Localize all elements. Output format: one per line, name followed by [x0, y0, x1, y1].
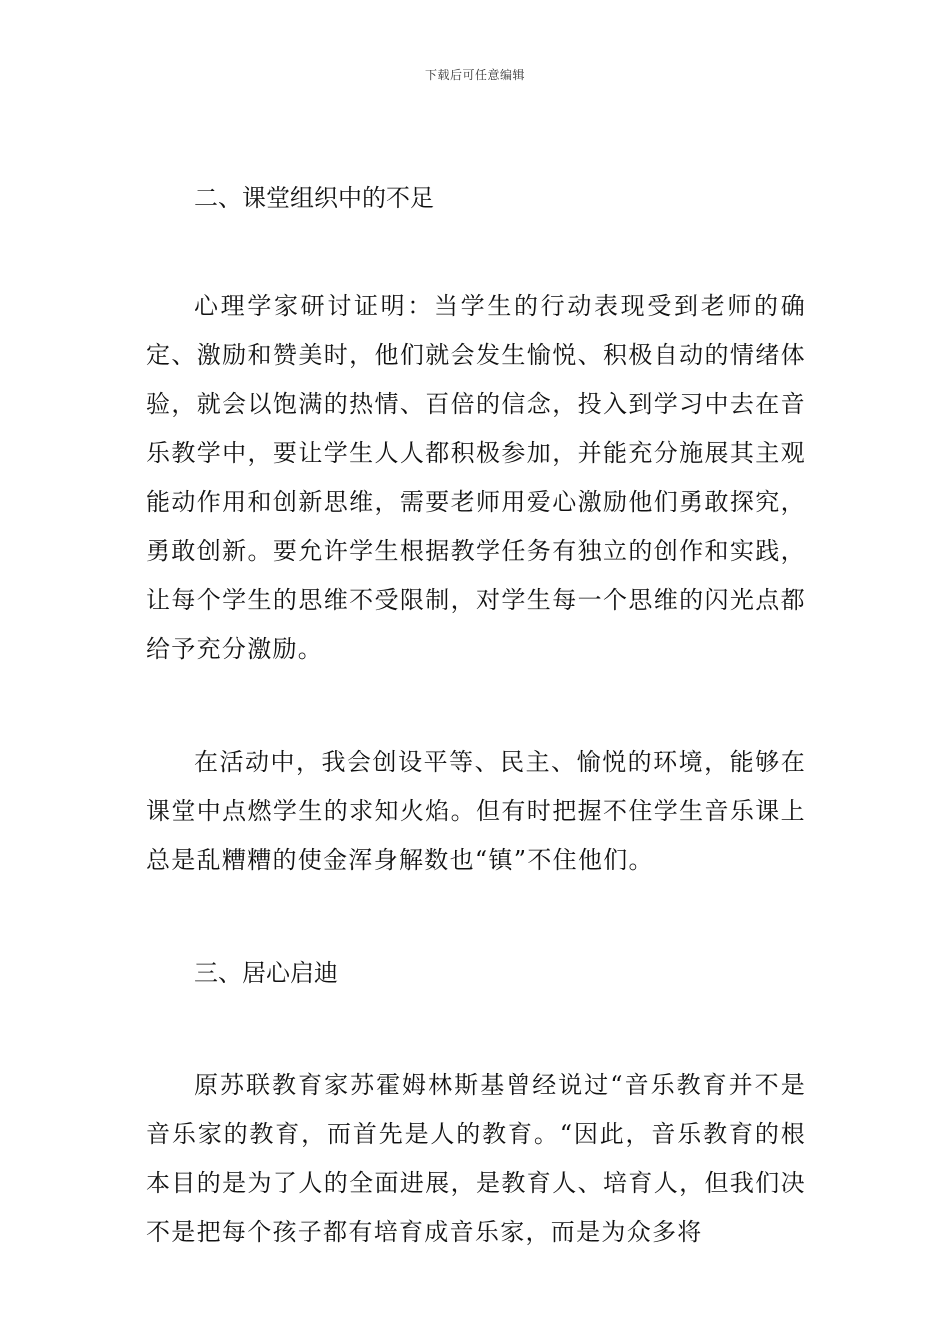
paragraph-3: 原苏联教育家苏霍姆林斯基曾经说过“音乐教育并不是音乐家的教育，而首先是人的教育。“因此，音乐教育的根本目的是为了人的全面进展，是教育人、培育人，但我们决不是把每个孩子都有培育成音乐家，而是为众多将: [146, 1071, 806, 1246]
spacer: [146, 885, 806, 949]
paragraph-2: 在活动中，我会创设平等、民主、愉悦的环境，能够在课堂中点燃学生的求知火焰。但有时把握不住学生音乐课上总是乱糟糟的使金浑身解数也“镇”不住他们。: [146, 748, 806, 874]
section-heading-3: 三、居心启迪: [194, 959, 338, 987]
document-body: [146, 174, 806, 1257]
page-header-note: 下载后可任意编辑: [424, 68, 525, 82]
spacer: [146, 674, 806, 738]
spacer: [146, 997, 806, 1061]
section-heading-2: 二、课堂组织中的不足: [194, 184, 434, 212]
spacer: [146, 222, 806, 282]
paragraph-1: 心理学家研讨证明：当学生的行动表现受到老师的确定、激励和赞美时，他们就会发生愉悦、积极自动的情绪体验，就会以饱满的热情、百倍的信念，投入到学习中去在音乐教学中，要让学生人人都积极参加，并能充分施展其主观能动作用和创新思维，需要老师用爱心激励他们勇敢探究，勇敢创新。要允许学生根据教学任务有独立的创作和实践，让每个学生的思维不受限制，对学生每一个思维的闪光点都给予充分激励。: [146, 292, 806, 663]
